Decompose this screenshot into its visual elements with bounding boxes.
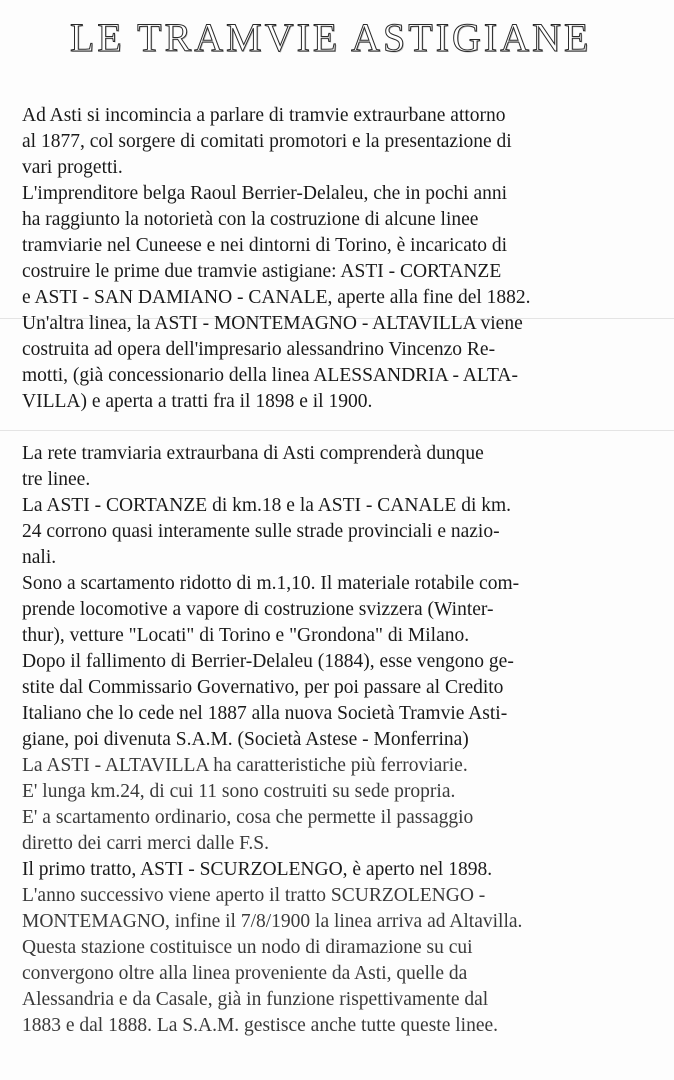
text-line: Ad Asti si incomincia a parlare di tramvie extraurbane attorno: [22, 105, 506, 126]
paragraph-2: [22, 441, 662, 1039]
text-line: La rete tramviaria extraurbana di Asti comprenderà dunque: [22, 443, 484, 464]
text-line: e ASTI - SAN DAMIANO - CANALE, aperte alla fine del 1882.: [22, 287, 531, 308]
text-line: La ASTI - CORTANZE di km.18 e la ASTI - CANALE di km.: [22, 495, 512, 516]
text-line: Il primo tratto, ASTI - SCURZOLENGO, è aperto nel 1898.: [22, 859, 493, 880]
text-line: convergono oltre alla linea proveniente da Asti, quelle da: [22, 963, 468, 984]
document-body: [22, 103, 662, 1039]
text-line: thur), vetture "Locati" di Torino e "Grondona" di Milano.: [22, 625, 470, 646]
text-line: Sono a scartamento ridotto di m.1,10. Il materiale rotabile com-: [22, 573, 520, 594]
text-line: 24 corrono quasi interamente sulle strade provinciali e nazio-: [22, 521, 500, 542]
text-line: E' lunga km.24, di cui 11 sono costruiti su sede propria.: [22, 781, 456, 802]
text-line: costruire le prime due tramvie astigiane: ASTI - CORTANZE: [22, 261, 502, 282]
text-line: L'anno successivo viene aperto il tratto SCURZOLENGO -: [22, 885, 486, 906]
text-line: ha raggiunto la notorietà con la costruzione di alcune linee: [22, 209, 479, 230]
text-line: Alessandria e da Casale, già in funzione rispettivamente dal: [22, 989, 489, 1010]
paragraph-1: [22, 103, 662, 415]
paragraph-gap: [22, 415, 662, 441]
text-line: tre linee.: [22, 469, 91, 490]
text-line: Dopo il fallimento di Berrier-Delaleu (1884), esse vengono ge-: [22, 651, 514, 672]
text-line: vari progetti.: [22, 157, 123, 178]
text-line: prende locomotive a vapore di costruzione svizzera (Winter-: [22, 599, 494, 620]
text-line: al 1877, col sorgere di comitati promotori e la presentazione di: [22, 131, 512, 152]
text-line: Italiano che lo cede nel 1887 alla nuova Società Tramvie Asti-: [22, 703, 508, 724]
text-line: MONTEMAGNO, infine il 7/8/1900 la linea arriva ad Altavilla.: [22, 911, 523, 932]
text-line: giane, poi divenuta S.A.M. (Società Astese - Monferrina): [22, 729, 469, 750]
text-line: stite dal Commissario Governativo, per poi passare al Credito: [22, 677, 504, 698]
text-line: tramviarie nel Cuneese e nei dintorni di Torino, è incaricato di: [22, 235, 508, 256]
text-line: L'imprenditore belga Raoul Berrier-Delaleu, che in pochi anni: [22, 183, 508, 204]
text-line: nali.: [22, 547, 57, 568]
text-line: E' a scartamento ordinario, cosa che permette il passaggio: [22, 807, 474, 828]
text-line: VILLA) e aperta a tratti fra il 1898 e il 1900.: [22, 391, 373, 412]
text-line: 1883 e dal 1888. La S.A.M. gestisce anche tutte queste linee.: [22, 1015, 498, 1036]
text-line: Questa stazione costituisce un nodo di diramazione su cui: [22, 937, 473, 958]
text-line: motti, (già concessionario della linea ALESSANDRIA - ALTA-: [22, 365, 518, 386]
text-line: diretto dei carri merci dalle F.S.: [22, 833, 269, 854]
text-line: costruita ad opera dell'impresario alessandrino Vincenzo Re-: [22, 339, 496, 360]
text-line: La ASTI - ALTAVILLA ha caratteristiche più ferroviarie.: [22, 755, 468, 776]
document-title: LE TRAMVIE ASTIGIANE: [70, 15, 592, 60]
text-line: Un'altra linea, la ASTI - MONTEMAGNO - ALTAVILLA viene: [22, 313, 523, 334]
